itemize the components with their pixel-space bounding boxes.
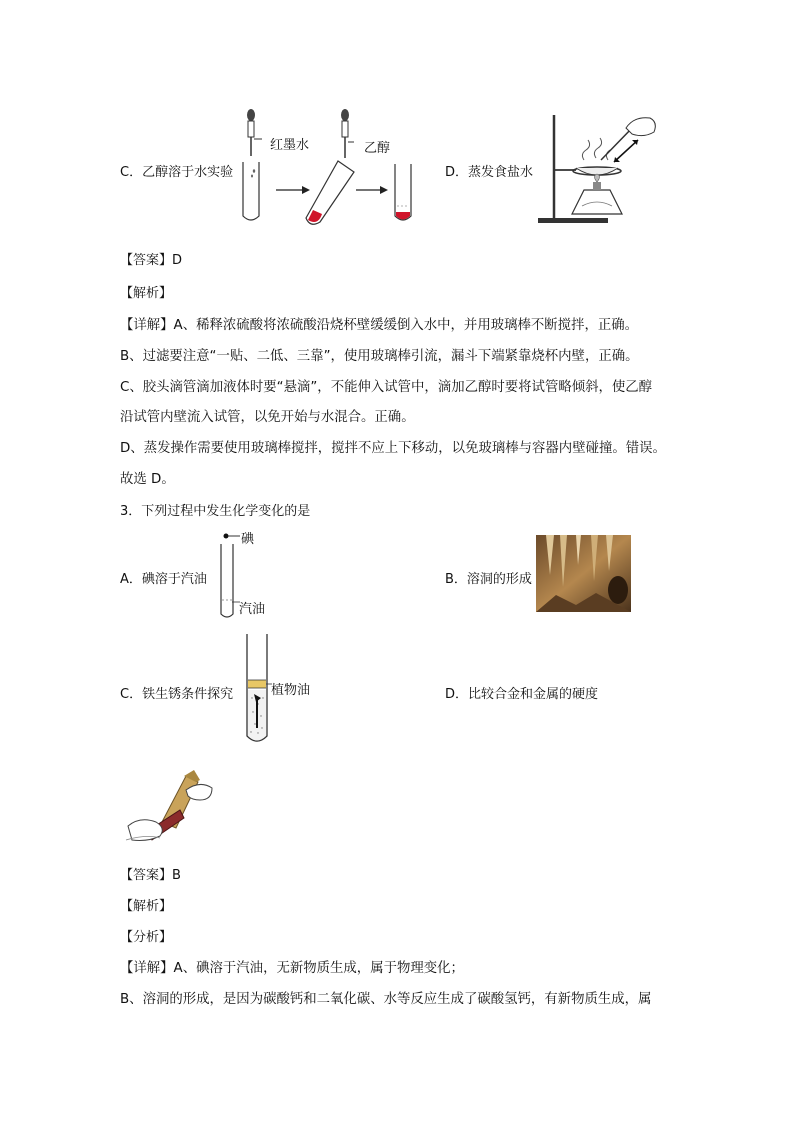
q3-answer: 【答案】B bbox=[120, 868, 181, 883]
q2-analysis-title: 【解析】 bbox=[120, 286, 173, 301]
alloy-hardness-hands-illustration bbox=[126, 766, 216, 846]
q2-line: 沿试管内壁流入试管，以免开始与水混合。正确。 bbox=[120, 410, 415, 425]
test-tube-icon bbox=[243, 162, 259, 220]
q2-line: B、过滤要注意“一贴、二低、三靠”，使用玻璃棒引流，漏斗下端紧靠烧杯内壁，正确。 bbox=[120, 349, 639, 364]
q3-option-c-label: C．铁生锈条件探究 bbox=[120, 687, 234, 702]
arrow-icon bbox=[356, 186, 388, 194]
red-ink-tag: 红墨水 bbox=[270, 138, 310, 153]
q3-analysis-title: 【解析】 bbox=[120, 899, 173, 914]
ethanol-experiment-diagram bbox=[240, 106, 420, 231]
dropper-icon bbox=[341, 109, 354, 158]
q3-option-b-label: B．溶洞的形成 bbox=[445, 572, 532, 587]
q2-line: 故选 D。 bbox=[120, 472, 175, 487]
q3-fenxi-title: 【分析】 bbox=[120, 930, 173, 945]
tilted-test-tube-icon bbox=[306, 161, 354, 224]
test-tube-icon bbox=[395, 164, 411, 220]
q2-line: D、蒸发操作需要使用玻璃棒搅拌，搅拌不应上下移动，以免玻璃棒与容器内壁碰撞。错误。 bbox=[120, 441, 666, 456]
iodine-tag: 碘 bbox=[241, 532, 255, 547]
gasoline-tag: 汽油 bbox=[239, 602, 266, 617]
q2-line: 【详解】A、稀释浓硫酸将浓硫酸沿烧杯壁缓缓倒入水中，并用玻璃棒不断搅拌，正确。 bbox=[120, 318, 639, 333]
q2-line: C、胶头滴管滴加液体时要“悬滴”，不能伸入试管中，滴加乙醇时要将试管略倾斜，使乙醇 bbox=[120, 380, 653, 395]
ethanol-tag: 乙醇 bbox=[364, 141, 391, 156]
q2-option-c-label: C．乙醇溶于水实验 bbox=[120, 165, 234, 180]
evaporation-apparatus-diagram bbox=[534, 110, 659, 230]
dropper-icon bbox=[247, 109, 262, 156]
arrow-icon bbox=[276, 186, 310, 194]
vegetable-oil-tag: 植物油 bbox=[271, 683, 311, 698]
q3-option-a-label: A．碘溶于汽油 bbox=[120, 572, 207, 587]
q2-option-d-label: D．蒸发食盐水 bbox=[445, 165, 534, 180]
karst-cave-photo bbox=[536, 535, 631, 612]
q3-option-d-label: D．比较合金和金属的硬度 bbox=[445, 687, 599, 702]
q3-line: B、溶洞的形成，是因为碳酸钙和二氧化碳、水等反应生成了碳酸氢钙，有新物质生成，属 bbox=[120, 992, 652, 1007]
q3-stem: 3．下列过程中发生化学变化的是 bbox=[120, 504, 311, 519]
q2-answer: 【答案】D bbox=[120, 253, 183, 268]
q3-line: 【详解】A、碘溶于汽油，无新物质生成，属于物理变化； bbox=[120, 961, 464, 976]
